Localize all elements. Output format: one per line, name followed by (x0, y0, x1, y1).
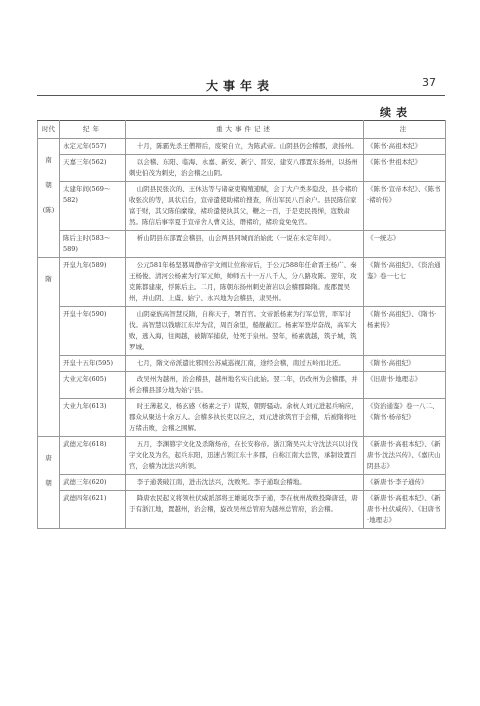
column-header-note: 注 (364, 121, 446, 139)
event-cell: 李子通袭破江南，进击沈法兴，沈败死。李子通取会稽地。 (126, 475, 364, 491)
continued-label: 续表 (380, 106, 412, 119)
table-row (38, 258, 446, 307)
event-cell: 降唐农民起义将领杜伏威派部将王雄诞攻李子通，李在杭州战败投降唐廷，唐于有浙江地，置越州，治会稽，旋改吴州总管府为越州总管府，治会稽。 (126, 491, 364, 529)
table-row (38, 307, 446, 356)
source-cell: 《陈书·世祖本纪》 (364, 155, 446, 182)
table-row (38, 139, 446, 155)
event-cell: 山阴豪族高智慧反隋，自称天子，署百官。文帝派杨素为行军总管，率军讨伐。高智慧以钱塘江东岸为营，周百余里，船舰蔽江。杨素军登岸奋战，高军大败，逃入海，往闽越，被隋军捕获，处死于泉州。翌年，杨素就越，筑子城，筑罗城。 (126, 307, 364, 356)
table-row (38, 372, 446, 399)
event-cell: 七月，隋文帝派遣比邪国公苏威巡视江南，途经会稽，南过五岭而北还。 (126, 356, 364, 372)
event-cell: 十月，陈霸先杀王僧辩后，废梁自立，为陈武帝。山阴县仍会稽郡，隶扬州。 (126, 139, 364, 155)
date-cell: 武德元年(618) (60, 437, 126, 475)
date-cell: 大业九年(613) (60, 399, 126, 437)
event-cell: 时王薄起义，杨玄感（杨素之子）谋叛，朝野骚动。余杭人刘元进起兵响应，郡众从聚达十余万人。会稽多执长吏以应之，刘元进欲筑官于会稽，后被隋将吐万绪击败，会稽之围解。 (126, 399, 364, 437)
event-cell: 山阴县民张次的、王休达等与诸豪吏鞫殖逋赋，会丁大户类多隐没，县令褚玠收张次的等，具状启台，宣帝遣使助褚玠搜查，所出军民八百余户。县民陈信家富于财，其父陈伯縻缘，褚玠遣使执其父，鞭之一百，于是吏民畏惮，寇数肃然。陈信后事宰夏于宣帝舍人曹义达，谮褚玠，褚玠竟免免官。 (126, 182, 364, 231)
date-cell: 陈后主时(583～589) (60, 231, 126, 258)
source-cell: 《隋书·高祖纪》、《隋书·杨素传》 (364, 307, 446, 356)
dynasty-cell (38, 258, 60, 437)
table-row (38, 399, 446, 437)
dynasty-label: 隋 (45, 275, 52, 283)
dynasty-cell (38, 437, 60, 529)
table-row (38, 231, 446, 258)
date-cell: 武德三年(620) (60, 475, 126, 491)
date-cell: 大业元年(605) (60, 372, 126, 399)
running-header-title: 大事年表 (205, 79, 274, 93)
chronology-table (37, 120, 446, 529)
table-header-row (38, 121, 446, 139)
table-body (38, 139, 446, 529)
source-cell: 《陈书·宣帝本纪》、《陈书·褚玠传》 (364, 182, 446, 231)
date-cell: 开皇十五年(595) (60, 356, 126, 372)
source-cell: 《新唐书·高祖本纪》、《新唐书·沈法兴传》、《嘉庆山阴县志》 (364, 437, 446, 475)
table-row (38, 155, 446, 182)
dynasty-label: (陈) (42, 206, 55, 214)
event-cell: 公元581年杨坚篡周静帝宇文阐让位称帝后，于公元588年任命晋王杨广、秦王杨俊、清河公杨素为行军元帅，帅师五十一万八千人，分八路攻陈。翌年，攻克陈都建康，俘陈后主。二月，陈朝东扬州刺史萧岩以会稽郡降隋。废郡置吴州，并山阴、上虞、始宁、永兴地为会稽县，隶吴州。 (126, 258, 364, 307)
dynasty-label: 唐 (45, 454, 52, 462)
dynasty-cell (38, 139, 60, 258)
header-rule (37, 95, 445, 96)
table-row (38, 437, 446, 475)
event-cell: 五月，李渊篡宇文化及杀隋炀帝，在长安称帝。浙江隋吴兴太守沈法兴以讨伐宇文化及为名，起兵东阳，迅速占领江东十多郡，自称江南大总管，承制设置百官，会稽为沈法兴所领。 (126, 437, 364, 475)
date-cell: 开皇九年(589) (60, 258, 126, 307)
table-row (38, 356, 446, 372)
table-row (38, 182, 446, 231)
date-cell: 天嘉三年(562) (60, 155, 126, 182)
event-cell: 析山阴县东部置会稽县，山会两县同城而治始此（一说在永定年间）。 (126, 231, 364, 258)
column-header-event: 重大事件记述 (126, 121, 364, 139)
event-cell: 改吴州为越州，治会稽县，越州地名实自此始。翌二年，仍改州为会稽郡，并析会稽县部分地为始宁县。 (126, 372, 364, 399)
page-number: 37 (422, 76, 436, 89)
event-cell: 以会稽、东阳、临海、永嘉、新安、新宁、晋安、建安八郡置东扬州，以扬州刺史伯茂为刺史，治会稽之山阴。 (126, 155, 364, 182)
source-cell: 《隋书·高祖纪》 (364, 356, 446, 372)
column-header-year: 纪年 (60, 121, 126, 139)
date-cell: 永定元年(557) (60, 139, 126, 155)
source-cell: 《一统志》 (364, 231, 446, 258)
source-cell: 《新唐书·李子通传》 (364, 475, 446, 491)
source-cell: 《陈书·高祖本纪》 (364, 139, 446, 155)
dynasty-label: 南 (45, 156, 52, 164)
table-row (38, 491, 446, 529)
source-cell: 《旧唐书·地理志》 (364, 372, 446, 399)
date-cell: 开皇十年(590) (60, 307, 126, 356)
date-cell: 太建年间(569～582) (60, 182, 126, 231)
source-cell: 《隋书·高祖纪》、《资治通鉴》卷一七七 (364, 258, 446, 307)
table-row (38, 475, 446, 491)
dynasty-label: 朝 (45, 479, 52, 487)
dynasty-label: 朝 (45, 181, 52, 189)
source-cell: 《资治通鉴》卷一八二、《隋书·杨帝纪》 (364, 399, 446, 437)
column-header-era: 时代 (38, 121, 60, 139)
source-cell: 《新唐书·高祖本纪》、《新唐书·杜伏威传》、《旧唐书·地理志》 (364, 491, 446, 529)
date-cell: 武德四年(621) (60, 491, 126, 529)
